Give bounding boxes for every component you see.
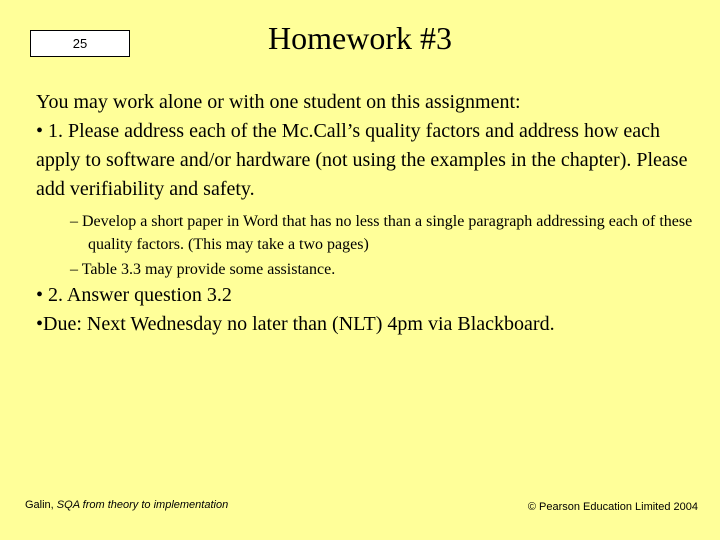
footer-author: Galin, (25, 499, 57, 511)
slide-title: Homework #3 (268, 20, 452, 56)
bullet-item-2: • 2. Answer question 3.2 (36, 284, 232, 306)
slide-number-box (30, 30, 130, 57)
intro-text: You may work alone or with one student on this assignment: (36, 91, 521, 113)
bullet-item-1: • 1. Please address each of the Mc.Call’s quality factors and address how each apply to software and/or hardware (not using the examples in the chapter). Please add verifiability and safety. (36, 120, 688, 200)
sub-list (70, 210, 706, 281)
footer-book-title: SQA from theory to implementation (56, 499, 229, 511)
footer-citation (25, 499, 228, 511)
sub-item: – Table 3.3 may provide some assistance. (70, 261, 336, 278)
slide-number: 25 (72, 36, 88, 51)
slide-body (36, 88, 706, 339)
sub-item: – Develop a short paper in Word that has no less than a single paragraph addressing each of these quality factors. (This may take a two pages) (70, 213, 693, 253)
due-text: •Due: Next Wednesday no later than (NLT) 4pm via Blackboard. (36, 313, 555, 335)
footer-copyright: © Pearson Education Limited 2004 (527, 501, 698, 513)
